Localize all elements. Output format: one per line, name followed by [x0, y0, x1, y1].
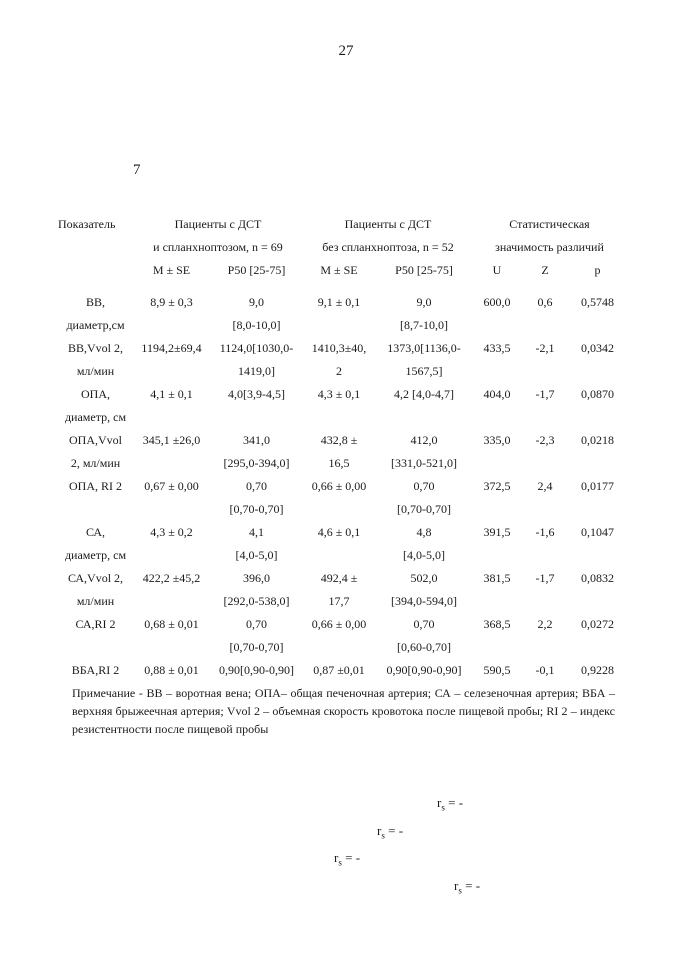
u-cell: 335,0 [483, 433, 511, 447]
p50-1-cell: 4,0[3,9-4,5] [228, 387, 285, 401]
p50-1-cell: [0,70-0,70] [229, 502, 284, 516]
p50-1-cell: 9,0 [249, 295, 264, 309]
table-row [58, 636, 626, 659]
formula-sub: s [441, 802, 445, 813]
p-value-cell [569, 406, 626, 429]
indicator-cell [58, 498, 133, 521]
table-row [58, 429, 626, 452]
p-value-cell: 0,9228 [581, 663, 614, 677]
formula-sub: s [338, 857, 342, 868]
p-value-cell [569, 498, 626, 521]
table-row [58, 383, 626, 406]
formula-base: r [377, 823, 382, 838]
header-m-se-2: M ± SE [320, 263, 358, 277]
z-cell: -1,6 [535, 525, 555, 539]
z-cell: 2,2 [537, 617, 553, 631]
p50-2-cell: 502,0 [410, 571, 438, 585]
indicator-cell [58, 636, 133, 659]
p50-1-cell: 0,70 [246, 617, 267, 631]
p50-1-cell: 0,90[0,90-0,90] [219, 663, 294, 677]
m-se-2-cell: 17,7 [328, 594, 350, 608]
formula-base: r [437, 795, 442, 810]
p50-2-cell [375, 406, 473, 429]
table-row [58, 337, 626, 360]
table-row [58, 314, 626, 337]
p50-2-cell: 4,2 [4,0-4,7] [394, 387, 454, 401]
p50-2-cell: [0,60-0,70] [397, 640, 451, 654]
p50-2-cell: 1567,5] [405, 364, 443, 378]
u-cell [473, 544, 521, 567]
formula-2 [377, 823, 403, 841]
p-value-cell: 0,0870 [581, 387, 614, 401]
p50-1-cell: 1124,0[1030,0- [219, 341, 294, 355]
m-se-1-cell: 4,3 ± 0,2 [150, 525, 193, 539]
p-value-cell [569, 636, 626, 659]
table-row [58, 613, 626, 636]
u-cell: 433,5 [483, 341, 511, 355]
z-cell: -1,7 [535, 387, 555, 401]
z-cell [521, 452, 569, 475]
table-row [58, 659, 626, 682]
header-indicator: Показатель [58, 217, 116, 231]
indicator-cell: мл/мин [76, 594, 115, 608]
p50-2-cell: 4,8 [416, 525, 432, 539]
u-cell [473, 636, 521, 659]
z-cell: -2,3 [535, 433, 555, 447]
m-se-2-cell: 16,5 [328, 456, 350, 470]
z-cell: -0,1 [535, 663, 555, 677]
m-se-2-cell: 492,4 ± [320, 571, 358, 585]
m-se-2-cell [303, 314, 375, 337]
table-row [58, 282, 626, 314]
m-se-1-cell [133, 544, 210, 567]
page-number: 27 [338, 43, 354, 59]
u-cell [473, 452, 521, 475]
p50-2-cell: [394,0-594,0] [391, 594, 457, 608]
indicator-cell: ВВ,Vvol 2, [67, 341, 123, 355]
p50-2-cell: 1373,0[1136,0- [387, 341, 461, 355]
formula-sub: s [458, 885, 462, 896]
m-se-1-cell [133, 406, 210, 429]
p50-2-cell: [331,0-521,0] [391, 456, 457, 470]
table-header-row [58, 259, 626, 282]
p50-2-cell: 0,70 [413, 479, 435, 493]
z-cell [521, 498, 569, 521]
header-group2-sub: без спланхноптоза, n = 52 [322, 240, 454, 254]
z-cell [521, 590, 569, 613]
u-cell [473, 590, 521, 613]
p-value-cell [569, 360, 626, 383]
p50-2-cell: 412,0 [410, 433, 438, 447]
indicator-cell: диаметр,см [66, 318, 125, 332]
m-se-2-cell: 0,87 ±0,01 [313, 663, 365, 677]
m-se-1-cell [133, 452, 210, 475]
p50-1-cell: [295,0-394,0] [223, 456, 290, 470]
m-se-2-cell: 4,6 ± 0,1 [317, 525, 361, 539]
results-table [58, 213, 626, 682]
p-value-cell [569, 314, 626, 337]
m-se-1-cell: 345,1 ±26,0 [142, 433, 201, 447]
m-se-2-cell [303, 636, 375, 659]
table-row [58, 360, 626, 383]
header-group1: Пациенты с ДСТ [174, 217, 262, 231]
u-cell [473, 314, 521, 337]
table-row [58, 544, 626, 567]
m-se-1-cell: 4,1 ± 0,1 [150, 387, 193, 401]
indicator-cell: СА,RI 2 [75, 617, 116, 631]
z-cell [521, 636, 569, 659]
table-row [58, 498, 626, 521]
p50-1-cell: [0,70-0,70] [229, 640, 284, 654]
z-cell: -1,7 [535, 571, 555, 585]
p-value-cell: 0,0218 [581, 433, 614, 447]
u-cell: 372,5 [483, 479, 511, 493]
p-value-cell [569, 452, 626, 475]
p50-1-cell: 396,0 [243, 571, 270, 585]
header-group1-sub: и спланхноптозом, n = 69 [153, 240, 283, 254]
p50-1-cell: 4,1 [249, 525, 264, 539]
p50-2-cell: 0,70 [413, 617, 435, 631]
table-header-row [58, 236, 626, 259]
table-note: Примечание - ВВ – воротная вена; ОПА– общая печеночная артерия; СА – селезеночная артерия; ВБА – верхняя брыжеечная артерия; Vvol 2 – объемная скорость кровотока после пищевой пробы; RI 2 – индекс резистентности после пищевой пробы [72, 686, 615, 736]
u-cell: 404,0 [483, 387, 511, 401]
formula-sub: s [381, 830, 385, 841]
p-value-cell: 0,0342 [581, 341, 614, 355]
p50-2-cell: [4,0-5,0] [403, 548, 445, 562]
p-value-cell: 0,1047 [581, 525, 614, 539]
formula-base: r [334, 850, 339, 865]
table-body [58, 282, 626, 682]
table-row [58, 567, 626, 590]
m-se-1-cell [133, 636, 210, 659]
header-stat-sub: значимость различий [495, 240, 604, 254]
indicator-cell: диаметр, см [64, 410, 127, 424]
indicator-cell: СА, [85, 525, 106, 539]
formula-1 [437, 795, 463, 813]
p-value-cell: 0,0272 [581, 617, 614, 631]
m-se-2-cell: 2 [336, 364, 342, 378]
m-se-1-cell: 422,2 ±45,2 [142, 571, 201, 585]
z-cell: -2,1 [535, 341, 555, 355]
table-row [58, 521, 626, 544]
p50-2-cell: 0,90[0,90-0,90] [386, 663, 462, 677]
p-value-cell [569, 544, 626, 567]
indicator-cell: 2, мл/мин [70, 456, 121, 470]
m-se-1-cell [133, 314, 210, 337]
formula-rest: = - [461, 878, 481, 893]
m-se-1-cell: 0,67 ± 0,00 [144, 479, 199, 493]
indicator-cell: ОПА, RI 2 [69, 479, 122, 493]
table-header-row [58, 213, 626, 236]
p50-1-cell: 341,0 [243, 433, 270, 447]
p50-1-cell: [4,0-5,0] [235, 548, 278, 562]
u-cell: 590,5 [483, 663, 511, 677]
z-cell [521, 544, 569, 567]
header-stat: Статистическая [509, 217, 590, 231]
z-cell: 2,4 [537, 479, 553, 493]
p50-1-cell: [292,0-538,0] [223, 594, 290, 608]
m-se-1-cell: 8,9 ± 0,3 [150, 295, 193, 309]
m-se-1-cell: 0,68 ± 0,01 [144, 617, 199, 631]
m-se-2-cell [303, 406, 375, 429]
header-z: Z [541, 263, 549, 277]
m-se-2-cell: 0,66 ± 0,00 [311, 617, 367, 631]
p50-1-cell [210, 406, 303, 429]
p-value-cell: 0,0177 [581, 479, 614, 493]
formula-base: r [454, 878, 459, 893]
indicator-cell: мл/мин [76, 364, 115, 378]
indicator-cell: диаметр, см [64, 548, 127, 562]
m-se-2-cell: 9,1 ± 0,1 [317, 295, 361, 309]
table-row [58, 590, 626, 613]
formula-rest: = - [444, 795, 464, 810]
m-se-1-cell: 1194,2±69,4 [141, 341, 202, 355]
p50-2-cell: [8,7-10,0] [400, 318, 448, 332]
m-se-2-cell [303, 544, 375, 567]
table-row [58, 452, 626, 475]
formula-3 [334, 850, 360, 868]
m-se-1-cell [133, 360, 210, 383]
m-se-1-cell [133, 498, 210, 521]
p50-2-cell: 9,0 [416, 295, 432, 309]
m-se-2-cell: 432,8 ± [320, 433, 358, 447]
u-cell [473, 360, 521, 383]
u-cell: 600,0 [483, 295, 511, 309]
p50-2-cell: [0,70-0,70] [397, 502, 451, 516]
formula-rest: = - [341, 850, 361, 865]
u-cell [473, 406, 521, 429]
p50-1-cell: 0,70 [246, 479, 267, 493]
header-p: p [594, 263, 601, 277]
formula-4 [454, 878, 480, 896]
header-p50-2: P50 [25-75] [395, 263, 453, 277]
m-se-2-cell: 0,66 ± 0,00 [311, 479, 367, 493]
m-se-2-cell: 1410,3±40, [311, 341, 367, 355]
formula-rest: = - [384, 823, 404, 838]
indicator-cell: СА,Vvol 2, [67, 571, 124, 585]
table-row [58, 406, 626, 429]
m-se-2-cell: 4,3 ± 0,1 [317, 387, 361, 401]
z-cell: 0,6 [537, 295, 553, 309]
u-cell: 368,5 [483, 617, 511, 631]
u-cell [473, 498, 521, 521]
p50-1-cell: [8,0-10,0] [232, 318, 281, 332]
header-m-se-1: M ± SE [152, 263, 191, 277]
indicator-cell: ВБА,RI 2 [71, 663, 120, 677]
u-cell: 391,5 [483, 525, 511, 539]
table-row [58, 475, 626, 498]
z-cell [521, 314, 569, 337]
header-u: U [492, 263, 502, 277]
header-p50-1: P50 [25-75] [227, 263, 286, 277]
indicator-cell: ОПА, [81, 387, 110, 401]
indicator-cell: ВВ, [85, 295, 105, 309]
u-cell: 381,5 [483, 571, 511, 585]
p-value-cell [569, 590, 626, 613]
m-se-2-cell [303, 498, 375, 521]
m-se-1-cell [133, 590, 210, 613]
p-value-cell: 0,5748 [581, 295, 614, 309]
table-number: 7 [133, 162, 141, 178]
p50-1-cell: 1419,0] [238, 364, 275, 378]
z-cell [521, 406, 569, 429]
header-group2: Пациенты с ДСТ [344, 217, 432, 231]
z-cell [521, 360, 569, 383]
p-value-cell: 0,0832 [581, 571, 614, 585]
m-se-1-cell: 0,88 ± 0,01 [144, 663, 199, 677]
indicator-cell: ОПА,Vvol [69, 433, 122, 447]
